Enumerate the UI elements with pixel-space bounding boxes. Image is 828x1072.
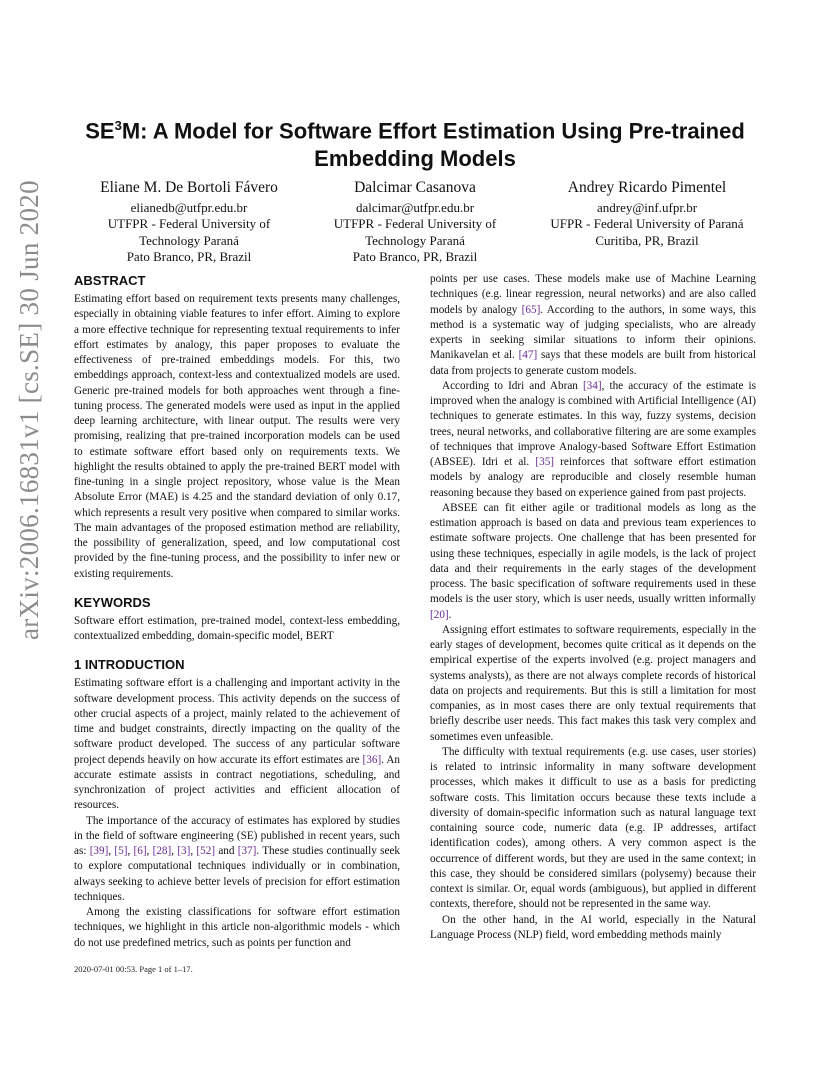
intro-paragraph-3: Among the existing classifications for software effort estimation techniques, we highlight in this article non-algorithmic models - which do not use predefined metrics, such as points per function and <box>74 906 400 949</box>
title-line2: Embedding Models <box>314 146 516 172</box>
abstract-text: Estimating effort based on requirement texts presents many challenges, especially in obtaining viable features to infer effort. Aiming to explore a more effective technique for representing textual requirements to infer effort estimates by analogy, this paper proposes to evaluate the effectiveness of pre-trained embeddings models. For this, two embeddings approach, context-less and contextualized models are used. Generic pre-trained models for both approaches went through a fine-tuning process. The generated models were used as input in the applied deep learning architecture, with linear output. The results were very promising, realizing that pre-trained incorporation models can be used to estimate software effort based only on requirements texts. We highlight the results obtained to apply the pre-trained BERT model with fine-tuning in a single project repository, whose value is the Mean Absolute Error (MAE) is 4.25 and the standard deviation of only 0.17, which represents a result very positive when compared to similar works. The main advantages of the proposed estimation method are reliability, the possibility of generalization, speed, and low computational cost provided by the fine-tuning process, and the possibility to infer new or existing requirements. <box>74 293 400 580</box>
author-affiliation: Technology Paraná <box>139 232 239 248</box>
arxiv-identifier: arXiv:2006.16831v1 [cs.SE] 30 Jun 2020 <box>14 180 44 640</box>
author-affiliation: UTFPR - Federal University of <box>333 216 497 231</box>
citation-link[interactable]: [37] <box>237 845 257 857</box>
author-block-1 <box>84 180 294 266</box>
author-location: Pato Branco, PR, Brazil <box>126 249 252 264</box>
citation-link[interactable]: [5] <box>114 845 128 857</box>
right-paragraph-1: points per use cases. These models make use of Machine Learning techniques (e.g. linear regression, neural networks) and are also called models by analogy [65]. According to the authors, in some ways, this method is a systematic way of judging specialists, who are already experts in seeking similar situations to inform their opinions. Manikavelan et al. [47] says that these models are built from historical data from projects to generate custom models. <box>430 273 756 377</box>
keywords-text: Software effort estimation, pre-trained model, context-less embedding, contextualized embedding, domain-specific model, BERT <box>74 614 400 642</box>
introduction-heading: 1 INTRODUCTION <box>74 657 185 673</box>
title-line1-rest: M: A Model for Software Effort Estimation Using Pre-trained <box>121 118 745 144</box>
author-affiliation: Technology Paraná <box>365 232 465 248</box>
citation-link[interactable]: [28] <box>152 845 172 857</box>
right-paragraph-2: According to Idri and Abran [34], the accuracy of the estimate is improved when the analogy is combined with Artificial Intelligence (AI) techniques to generate estimates. In this way, fuzzy systems, decision trees, neural networks, and collaborative filtering are are some examples of techniques that improve Analogy-based Software Effort Estimation (ABSEE). Idri et al. [35] reinforces that software effort estimation models by analogy are reproducible and closely resemble human reasoning because they based on experience gained from past projects. <box>430 379 757 499</box>
citation-link[interactable]: [3] <box>177 845 191 857</box>
right-paragraph-5: The difficulty with textual requirements (e.g. use cases, user stories) is related to intrinsic informality in many software development processes, which makes it difficult to use as a basis for predicting software costs. This limitation occurs because these texts include a diversity of domain-specific information such as natural language text containing source code, numeric data (e.g. IP addresses, artifact identification codes), among others. A very common aspect is the occurrence of different words, but they are used in the same context; in this case, they should be considered similars (polysemy) because their context is similar. Or, equal words (ambiguous), but applied in different contexts, therefore, should not be represented in the same way. <box>430 745 756 911</box>
citation-link[interactable]: [34] <box>582 379 602 392</box>
author-location: Pato Branco, PR, Brazil <box>352 249 478 264</box>
citation-link[interactable]: [35] <box>535 456 555 468</box>
right-paragraph-3: ABSEE can fit either agile or traditional models as long as the estimation approach is based on data and previous team experiences to estimate software projects. One challenge that has been presented for using these techniques, especially in agile models, is the lack of project data and their requirements in the early stages of the development process. The basic specification of software requirements used in these models is the user story, which is user needs, usually written informally [20]. <box>430 501 756 621</box>
intro-paragraph-1: Estimating software effort is a challenging and important activity in the software development process. This activity depends on the success of other crucial aspects of a project, mainly related to the achievement of time and budget constraints, directly impacting on the quality of the software product developed. The success of any particular software project depends heavily on how accurate its effort estimates are [36]. An accurate estimate assists in contract negotiations, scheduling, and synchronization of project activities and efficient allocation of resources. <box>74 677 401 812</box>
author-block-2 <box>310 180 520 266</box>
right-paragraph-4: Assigning effort estimates to software requirements, especially in the early stages of development, becomes quite critical as it depends on the empirical expertise of the experts involved (e.g. project managers and systems analysts), as there are not always complete records of historical data on projects and requirements. But this is still a limitation for most companies, as in most cases there are only textual requirements that briefly describe user needs. This fact makes this task very complex and sometimes even unfeasible. <box>430 623 756 743</box>
citation-link[interactable]: [39] <box>89 845 109 857</box>
author-location: Curitiba, PR, Brazil <box>595 232 699 248</box>
intro-paragraph-2: The importance of the accuracy of estimates has explored by studies in the field of software engineering (SE) published in recent years, such as: [39], [5], [6], [28], [3], [52] and [37]. These studies continually seek to explore computational techniques individually or in combination, always seeking to achieve better levels of precision for effort estimation techniques. <box>74 814 401 903</box>
author-affiliation: UTFPR - Federal University of <box>107 216 271 231</box>
keywords-heading: KEYWORDS <box>74 594 151 610</box>
author-affiliation: UFPR - Federal University of Paraná <box>550 216 744 231</box>
author-block-3 <box>532 180 762 249</box>
paper-title <box>74 112 756 173</box>
page-footer: 2020-07-01 00:53. Page 1 of 1–17. <box>74 964 193 974</box>
title-superscript: 3 <box>114 118 122 133</box>
right-paragraph-6: On the other hand, in the AI world, especially in the Natural Language Process (NLP) field, word embedding methods mainly <box>430 913 756 941</box>
citation-link[interactable]: [52] <box>196 845 216 857</box>
left-column <box>74 272 400 951</box>
citation-link[interactable]: [36] <box>362 753 382 766</box>
author-email: andrey@inf.ufpr.br <box>596 199 698 215</box>
title-prefix: SE <box>85 118 115 144</box>
citation-link[interactable]: [65] <box>521 303 541 316</box>
citation-link[interactable]: [6] <box>133 845 147 857</box>
author-email: dalcimar@utfpr.edu.br <box>355 199 475 215</box>
author-name: Eliane M. De Bortoli Fávero <box>100 179 278 196</box>
abstract-heading: ABSTRACT <box>74 273 146 288</box>
citation-link[interactable]: [20] <box>430 608 449 621</box>
citation-link[interactable]: [47] <box>518 349 538 362</box>
author-name: Andrey Ricardo Pimentel <box>567 179 727 196</box>
right-column <box>430 272 756 943</box>
author-email: elianedb@utfpr.edu.br <box>130 199 248 215</box>
author-name: Dalcimar Casanova <box>354 179 476 196</box>
